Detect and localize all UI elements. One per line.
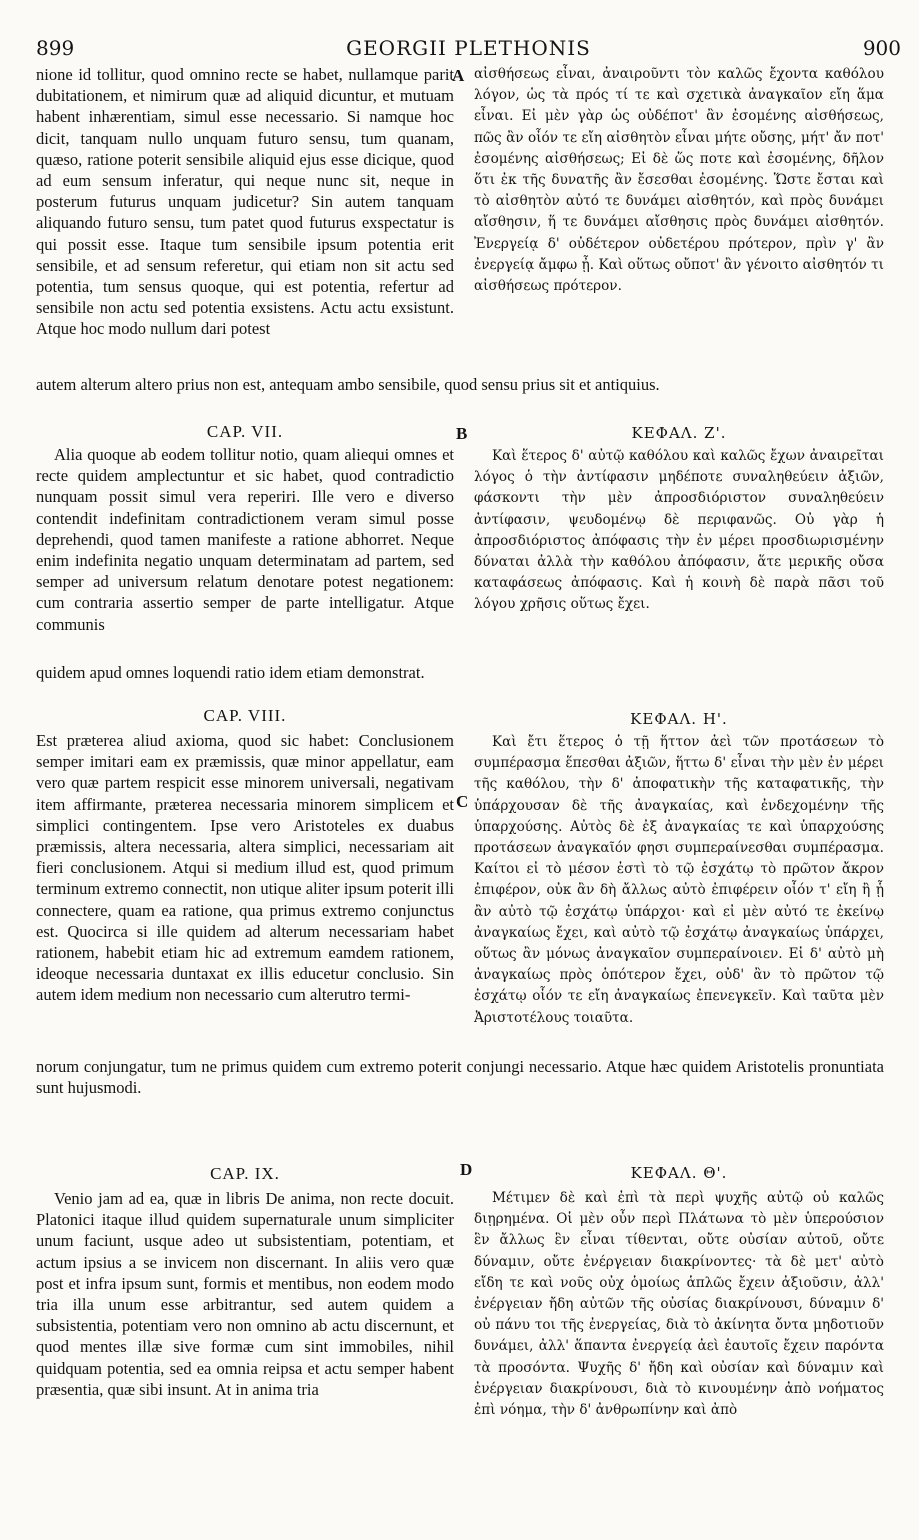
greek-paragraph-4: Μέτιμεν δὲ καὶ ἐπὶ τὰ περὶ ψυχῆς αὐτῷ οὐ καλῶς διῃρημένα. Οἱ μὲν οὖν περὶ Πλάτωνα τὸ μὲν ὑπερούσιον ἓν ἄλλως ἓν εἶναι τίθενται, οὔτε οὐσίαν αὐτοῦ, οὔτε δύναμιν, οὔτε ἐνέργειαν διακρίνοντες· τὰ δὲ μετ' αὐτὸ εἴδη τε καὶ νοῦς οὐχ ὁμοίως ἁπλῶς ἔχειν ἀξιοῦσιν, ἀλλ' ἐνέργειαν ἤδη αὐτῶν τῆς οὐσίας διακρίνουσι, δύναμιν δ' οὐ πάνυ τοι τῆς ἐνεργείας, διὰ τὸ ἀκίνητα ὄντα μηδοτιοῦν δυνάμει, ἀλλ' ἅπαντα ἐνεργείᾳ ἀεὶ ἑαυτοῖς ἔχειν παρόντα τὰ προσόντα. Ψυχῆς δ' ἤδη καὶ οὐσίαν καὶ δύναμιν καὶ ἐνέργειαν διακρίνουσι, διὰ τὸ κινουμένην ἀπὸ νοήματος ἐπὶ νόημα, τὴν δ' ἀνθρωπίνην καὶ ἀπὸ [474,1190,884,1419]
latin-chapter-heading-9: CAP. IX. [210,1164,280,1183]
greek-chapter-heading-9: ΚΕΦΑΛ. Θ'. [630,1164,728,1182]
section-marker-d: D [460,1160,473,1179]
latin-paragraph-1: nione id tollitur, quod omnino recte se habet, nullamque parit dubitationem, et nimirum quæ ad aliquid dicuntur, et mutuam habent inhærentiam, simul esse necessario. Si namque hoc dicit, tanquam nullo unquam futuro sensu, tum quanam, quæso, ratione poterit sensibile aliquid ejus esse dicique, quod ad eum sensum inferatur, qui neque nunc sit, neque in posterum futurus unquam judicetur? Sin autem tanquam aliquando futuro sensu, tum patet quod futurus exspectatur is qui possit esse. Itaque tum sensibile ipsum potentia erit sensibile, et ad sensum referetur, qui etiam non sit actu sed potentia, tum sensus quoque, qui est potentia, refertur ad sensibile non actu sed potentia exsistens. Actu actu exsistunt. Atque hoc modo nullum dari potest [36,65,454,339]
latin-paragraph-3: Est præterea aliud axioma, quod sic habet: Conclusionem semper imitari eam ex præmissis, quæ minor appellatur, eam vero quæ partem respicit esse minorem universali, negativam item affirmante, præterea necessaria minorem simplicem et simplici contingentem. Ipse vero Aristoteles ex duabus præmissis, altera necessaria, altera simplici, necessariam ait fieri conclusionem. Atqui si medium illud est, quod primum terminum extremo connectit, non utique aliter ipsum poterit illi connectere, quam ea ratione, qua primus extremo conjunctus est. Quocirca si ille quidem ad alterum necessariam habet rationem, habebit etiam hic ad extremum eamdem rationem, ideoque necessaria duntaxat ex illis educetur conclusio. Sin autem idem medium non necessario cum alterutro termi- [36,731,454,1005]
section-marker-a: A [452,66,465,85]
greek-paragraph-2: Καὶ ἕτερος δ' αὐτῷ καθόλου καὶ καλῶς ἔχων ἀναιρεῖται λόγος ὁ τὴν ἀντίφασιν μηδέποτε συναληθεύειν ἀξιῶν, φάσκοντι τὴν μὲν ἀπροσδιόριστον συναληθεύειν ἀντίφασιν, ψευδομένῳ δὲ περιφανῶς. Οὐ γὰρ ἡ ἀπροσδιόριστος ἀπόφασις τὴν ἐν μέρει προσδιωρισμένην δύναται ἀλλὰ τὴν καθόλου ἀπόφασιν, ἅτε μερικῆς οὔσα καταφάσεως ἀπόφασις. Καὶ ἡ κοινὴ δὲ παρὰ πᾶσι τοῦ λόγου χρῆσις οὕτως ἔχει. [474,448,884,613]
latin-paragraph-2: Alia quoque ab eodem tollitur notio, quam aliequi omnes et recte quidem amplectuntur et sic habet, quod contradictio nunquam possit simul vera reperiri. Ille vero e diverso contendit indefinitam contradictionem veram simul posse deprehendi, quod tamen manifeste a ratione abhorret. Neque enim indefinita negatio unquam determinatam ad partem, sed semper ad universum relatum denotare potest negationem: cum contraria assertio semper de parte intelligatur. Atque communis [36,445,454,634]
page-number-left: 899 [36,36,75,60]
page-number-right: 900 [862,36,901,60]
section-marker-b: B [456,424,468,443]
running-title: GEORGII PLETHONIS [346,36,591,60]
latin-chapter-heading-8: CAP. VIII. [203,706,287,725]
greek-paragraph-1: αἰσθήσεως εἶναι, ἀναιροῦντι τὸν καλῶς ἔχοντα καθόλου λόγον, ὡς τὰ πρός τί τε καὶ σχετικὰ ἀναγκαῖον εἴη ἅμα εἶναι. Εἰ μὲν γὰρ ὡς οὐδέποτ' ἂν ἐσομένης αἰσθήσεως, πῶς ἂν οἷόν τε εἴη αἰσθητὸν εἶναι μήτε οὔσης, μήτ' ἄν ποτ' ἐσομένης αἰσθήσεως; Εἰ δὲ ὥς ποτε καὶ ἐσομένης, δῆλον ὅτι ἐκ τῆς δυνατῆς ἂν ἔσεσθαι ἐσομένης. Ὥστε ἔσται καὶ τὸ αἰσθητὸν αὐτό τε δυνάμει αἰσθητόν, καὶ πρὸς δυνάμει αἴσθησιν, ἥ τε δυνάμει αἴσθησις πρὸς δυνάμει αἰσθητόν. Ἐνεργείᾳ δ' οὐδέτερον οὐδετέρου πρότερον, πρὶν γ' ἂν ἐνεργείᾳ ἄμφω ᾖ. Καὶ οὕτως οὔποτ' ἂν γένοιτο αἰσθητόν τι αἰσθήσεως πρότερον. [474,66,884,295]
greek-chapter-heading-7: ΚΕΦΑΛ. Ζ'. [631,424,727,442]
section-marker-c: C [456,792,469,811]
running-header [36,36,901,62]
greek-chapter-heading-8: ΚΕΦΑΛ. Η'. [630,710,728,728]
latin-paragraph-4: Venio jam ad ea, quæ in libris De anima, non recte docuit. Platonici itaque illud quidem supernaturale unum simpliciter unum faciunt, usque adeo ut subsistentiam, potentiam, et actum ipsius a se invicem non discernant. In aliis vero quæ post et infra ipsum sunt, formis et mentibus, non eodem modo tria illa unum esse arbitrantur, sed autem quidem a subsistentia, potentiam vero non omnino ab actu discernunt, et quod mentes illæ sive formæ cum sint immobiles, nihil quidquam potentia, sed ea omnia reipsa et actu semper habent præsentia, quæ sibi insunt. At in anima tria [36,1189,454,1399]
latin-chapter-heading-7: CAP. VII. [206,422,284,441]
continuation-line-2: quidem apud omnes loquendi ratio idem etiam demonstrat. [36,663,425,682]
continuation-line-3: norum conjungatur, tum ne primus quidem cum extremo poterit conjungi necessario. Atque hæc quidem Aristotelis pronuntiata sunt hujusmodi. [36,1057,884,1098]
continuation-line-1: autem alterum altero prius non est, antequam ambo sensibile, quod sensu prius sit et antiquius. [36,375,660,394]
greek-paragraph-3: Καὶ ἔτι ἕτερος ὁ τῇ ἥττον ἀεὶ τῶν προτάσεων τὸ συμπέρασμα ἕπεσθαι ἀξιῶν, ἥττω δ' εἶναι τὴν μὲν ἐν μέρει τῆς καθόλου, τὴν δ' ἀποφατικὴν τῆς καταφατικῆς, τὴν ὑπάρχουσαν δὲ τῆς ἀναγκαίας, καὶ ἐνδεχομένην τῆς ὑπαρχούσης. Αὐτὸς δὲ ἐξ ἀναγκαίας τε καὶ ὑπαρχούσης προτάσεων ἀναγκαῖόν φησι συμπεραίνεσθαι συμπέρασμα. Καίτοι εἰ τὸ μέσον ἐστὶ τὸ τῷ ἐσχάτῳ τὸ πρῶτον ἄκρον ἐπιφέρον, οὐκ ἂν δὴ ἄλλως αὐτὸ ἐπιφέρειν οἷόν τ' εἴη ἢ ᾗ ἂν αὐτὸ τῷ ἐσχάτῳ ὑπάρχοι· καὶ εἰ μὲν αὐτό τε ἐκείνῳ ἀναγκαίως ἔχει, καὶ αὐτὸ τῷ ἐσχάτῳ ἀναγκαίως ὑπάρχει, οὕτως ἂν μόνως ἀναγκαῖον συμπεραίνοιεν. Εἰ δ' αὐτὸ μὴ ἀναγκαίως πρὸς ὁπότερον ἔχει, οὐδ' ἂν τὸ πρῶτον τῷ ἐσχάτῳ οἷόν τε εἴη ἀναγκαίως ἐπενεγκεῖν. Καὶ ταῦτα μὲν Ἀριστοτέλους τοιαῦτα. [474,734,884,1026]
